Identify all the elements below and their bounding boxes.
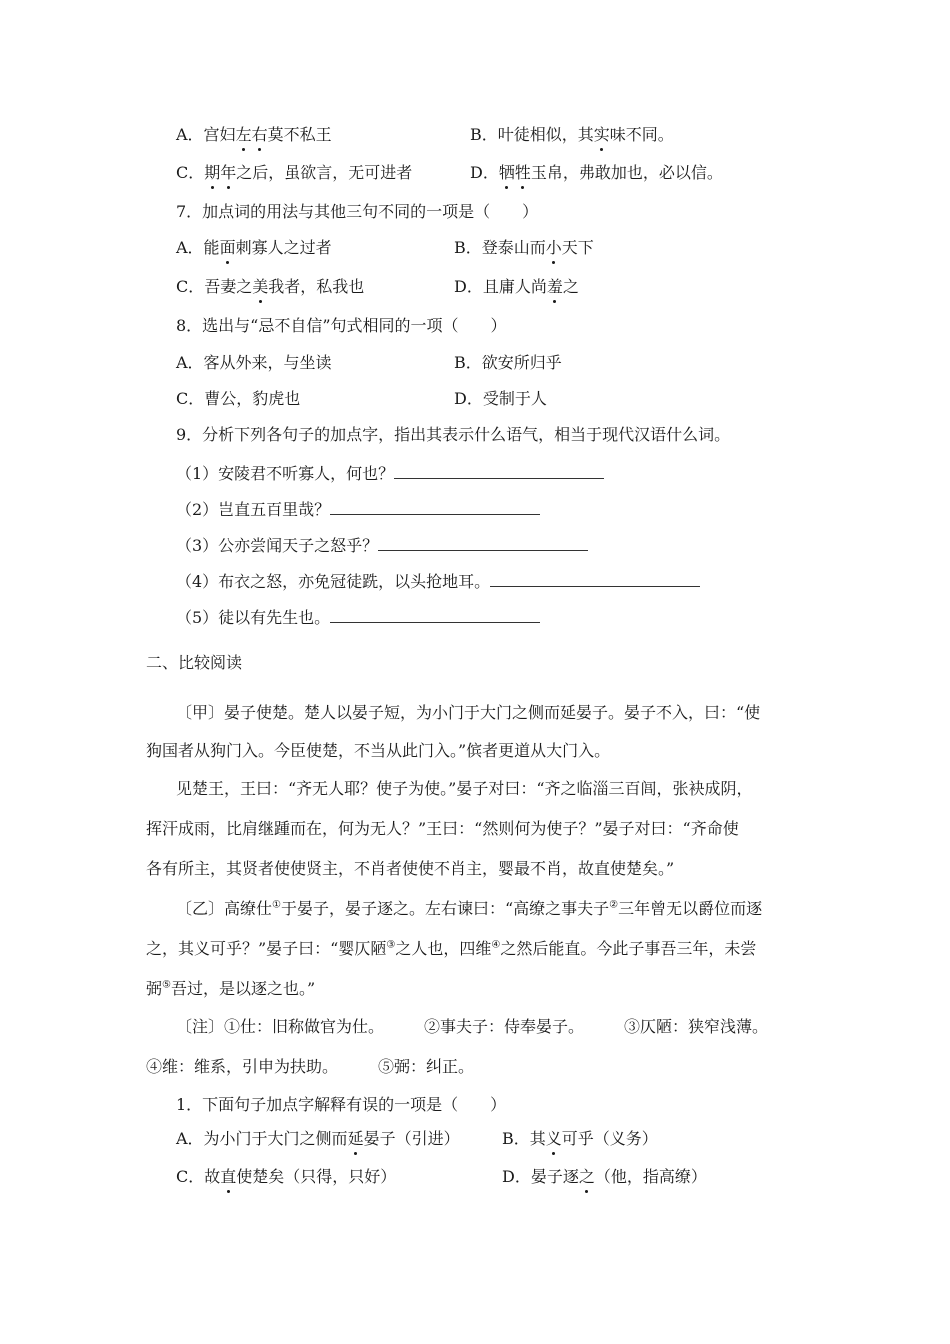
jia-paragraph-2-line-2: 挥汗成雨，比肩继踵而在，何为无人？”王曰：“然则何为使子？”晏子对曰：“齐命使 [146, 819, 739, 838]
q7-option-c: C．吾妻之美我者，私我也 [176, 277, 365, 296]
notes-line-1: 〔注〕①仕：旧称做官为仕。 ②事夫子：侍奉晏子。 ③仄陋：狭窄浅薄。 [176, 1017, 769, 1036]
q1-option-a: A．为小门于大门之侧而延晏子（引进） [176, 1129, 460, 1148]
yi-paragraph-line-3: 弼⑤吾过，是以逐之也。” [146, 979, 316, 998]
q1-option-d: D．晏子逐之（他，指高缭） [502, 1167, 707, 1186]
jia-paragraph-1-line-1: 〔甲〕晏子使楚。楚人以晏子短，为小门于大门之侧而延晏子。晏子不入，曰：“使 [176, 703, 761, 722]
jia-paragraph-1-line-2: 狗国者从狗门入。今臣使楚，不当从此门入。”傧者更道从大门入。 [146, 741, 611, 760]
q8-stem: 8．选出与“忌不自信”句式相同的一项（ ） [176, 316, 507, 335]
q7-stem: 7．加点词的用法与其他三句不同的一项是（ ） [176, 202, 539, 221]
q9-item-2: （2）岂直五百里哉？ [176, 498, 540, 521]
yi-paragraph-line-1: 〔乙〕高缭仕①于晏子，晏子逐之。左右谏曰：“高缭之事夫子②三年曾无以爵位而逐 [176, 899, 763, 918]
q1-stem: 1．下面句子加点字解释有误的一项是（ ） [176, 1095, 507, 1114]
notes-line-2: ④维：维系，引申为扶助。 ⑤弼：纠正。 [146, 1057, 475, 1076]
section-title: 二、比较阅读 [146, 653, 243, 672]
q1-option-c: C．故直使楚矣（只得，只好） [176, 1167, 397, 1186]
q9-stem: 9．分析下列各句子的加点字，指出其表示什么语气，相当于现代汉语什么词。 [176, 425, 731, 444]
q1-option-b: B．其义可乎（义务） [502, 1129, 658, 1148]
q6-option-c: C．期年之后，虽欲言，无可进者 [176, 163, 413, 182]
answer-blank[interactable] [330, 606, 540, 623]
q7-option-b: B．登泰山而小天下 [454, 238, 594, 257]
answer-blank[interactable] [378, 534, 588, 551]
q6-option-a: A．宫妇左右莫不私王 [176, 125, 332, 144]
q8-option-d: D．受制于人 [454, 389, 547, 408]
answer-blank[interactable] [394, 462, 604, 479]
jia-paragraph-2-line-3: 各有所主，其贤者使使贤主，不肖者使使不肖主，婴最不肖，故直使楚矣。” [146, 859, 675, 878]
answer-blank[interactable] [490, 570, 700, 587]
q6-option-b: B．叶徒相似，其实味不同。 [470, 125, 674, 144]
q7-option-a: A．能面刺寡人之过者 [176, 238, 332, 257]
q7-option-d: D．且庸人尚羞之 [454, 277, 579, 296]
jia-paragraph-2-line-1: 见楚王，王曰：“齐无人耶？使子为使。”晏子对曰：“齐之临淄三百闾，张袂成阴， [176, 779, 753, 798]
q9-item-3: （3）公亦尝闻天子之怒乎？ [176, 534, 588, 557]
q8-option-c: C．曹公，豹虎也 [176, 389, 301, 408]
q8-option-a: A．客从外来，与坐读 [176, 353, 332, 372]
yi-paragraph-line-2: 之，其义可乎？”晏子曰：“婴仄陋③之人也，四维④之然后能直。今此子事吾三年，未尝 [146, 939, 757, 958]
q9-item-4: （4）布衣之怒，亦免冠徒跣，以头抢地耳。 [176, 570, 700, 593]
answer-blank[interactable] [330, 498, 540, 515]
q8-option-b: B．欲安所归乎 [454, 353, 562, 372]
q9-item-5: （5）徒以有先生也。 [176, 606, 540, 629]
q6-option-d: D．牺牲玉帛，弗敢加也，必以信。 [470, 163, 723, 182]
q9-item-1: （1）安陵君不听寡人，何也？ [176, 462, 604, 485]
